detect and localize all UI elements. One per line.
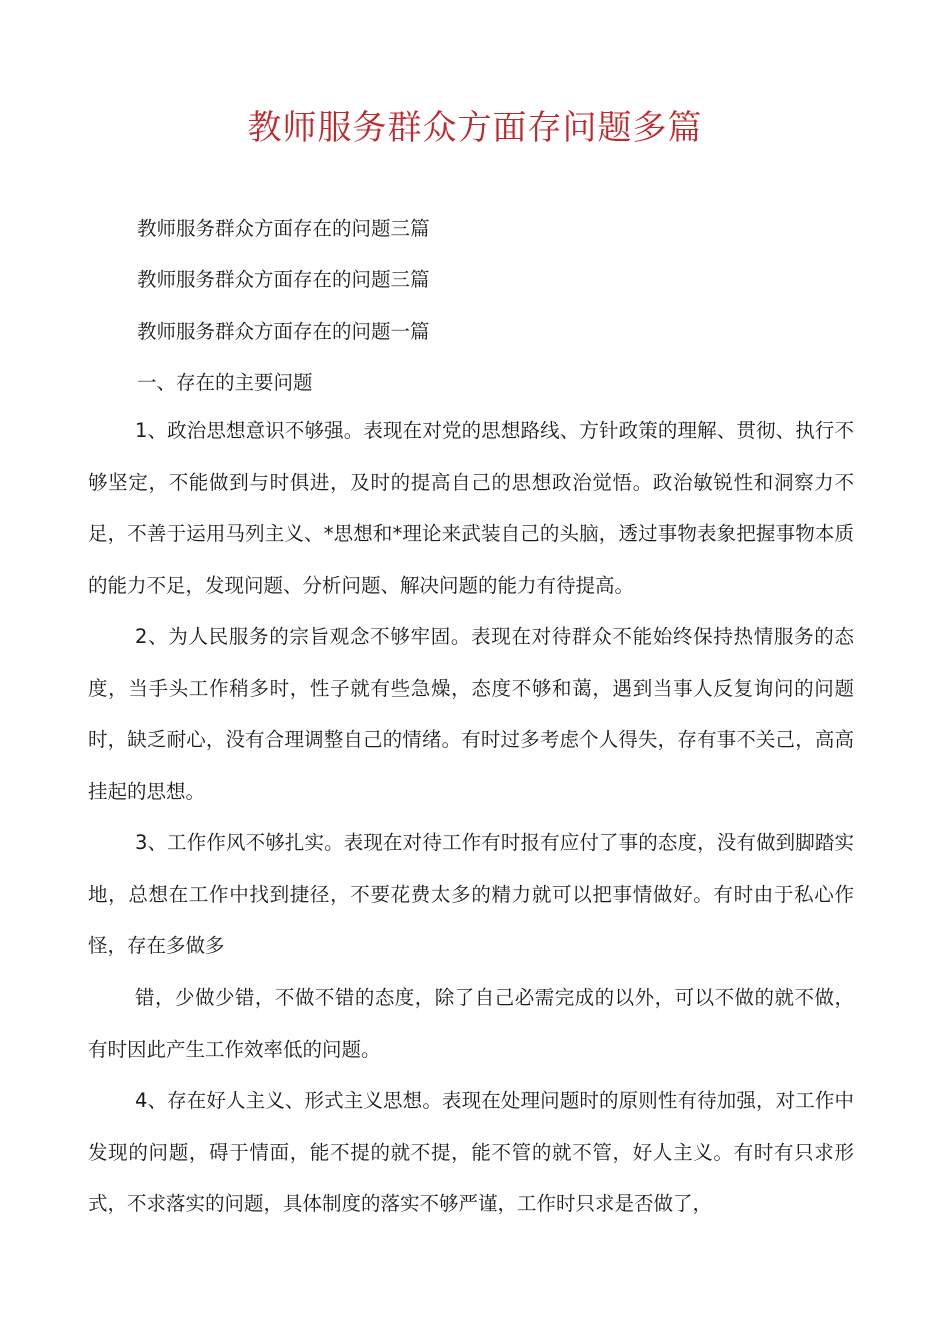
paragraph-2: 2、为人民服务的宗旨观念不够牢固。表现在对待群众不能始终保持热情服务的态度，当手头工作稍多时，性子就有些急燥，态度不够和蔼，遇到当事人反复询问的问题时，缺乏耐心，没有合理调整自己的情绪。有时过多考虑个人得失，存有事不关己，高高挂起的思想。 [88,625,854,803]
paragraph-4: 4、存在好人主义、形式主义思想。表现在处理问题时的原则性有待加强，对工作中发现的问题，碍于情面，能不提的就不提，能不管的就不管，好人主义。有时有只求形式，不求落实的问题，具体制度的落实不够严谨，工作时只求是否做了， [88,1089,854,1215]
section-heading: 一、存在的主要问题 [137,371,313,394]
document-title: 教师服务群众方面存问题多篇 [247,108,703,148]
subtitle-1: 教师服务群众方面存在的问题三篇 [137,217,430,240]
paragraph-3: 3、工作作风不够扎实。表现在对待工作有时报有应付了事的态度，没有做到脚踏实地，总想在工作中找到捷径，不要花费太多的精力就可以把事情做好。有时由于私心作怪，存在多做多 [88,831,854,957]
paragraph-3-continued: 错，少做少错，不做不错的态度，除了自己必需完成的以外，可以不做的就不做，有时因此产生工作效率低的问题。 [88,986,854,1061]
subtitle-2: 教师服务群众方面存在的问题三篇 [137,268,430,291]
paragraph-1: 1、政治思想意识不够强。表现在对党的思想路线、方针政策的理解、贯彻、执行不够坚定，不能做到与时俱进，及时的提高自己的思想政治觉悟。政治敏锐性和洞察力不足，不善于运用马列主义、*思想和*理论来武装自己的头脑，透过事物表象把握事物本质的能力不足，发现问题、分析问题、解决问题的能力有待提高。 [88,419,854,597]
subtitle-3: 教师服务群众方面存在的问题一篇 [137,320,430,343]
